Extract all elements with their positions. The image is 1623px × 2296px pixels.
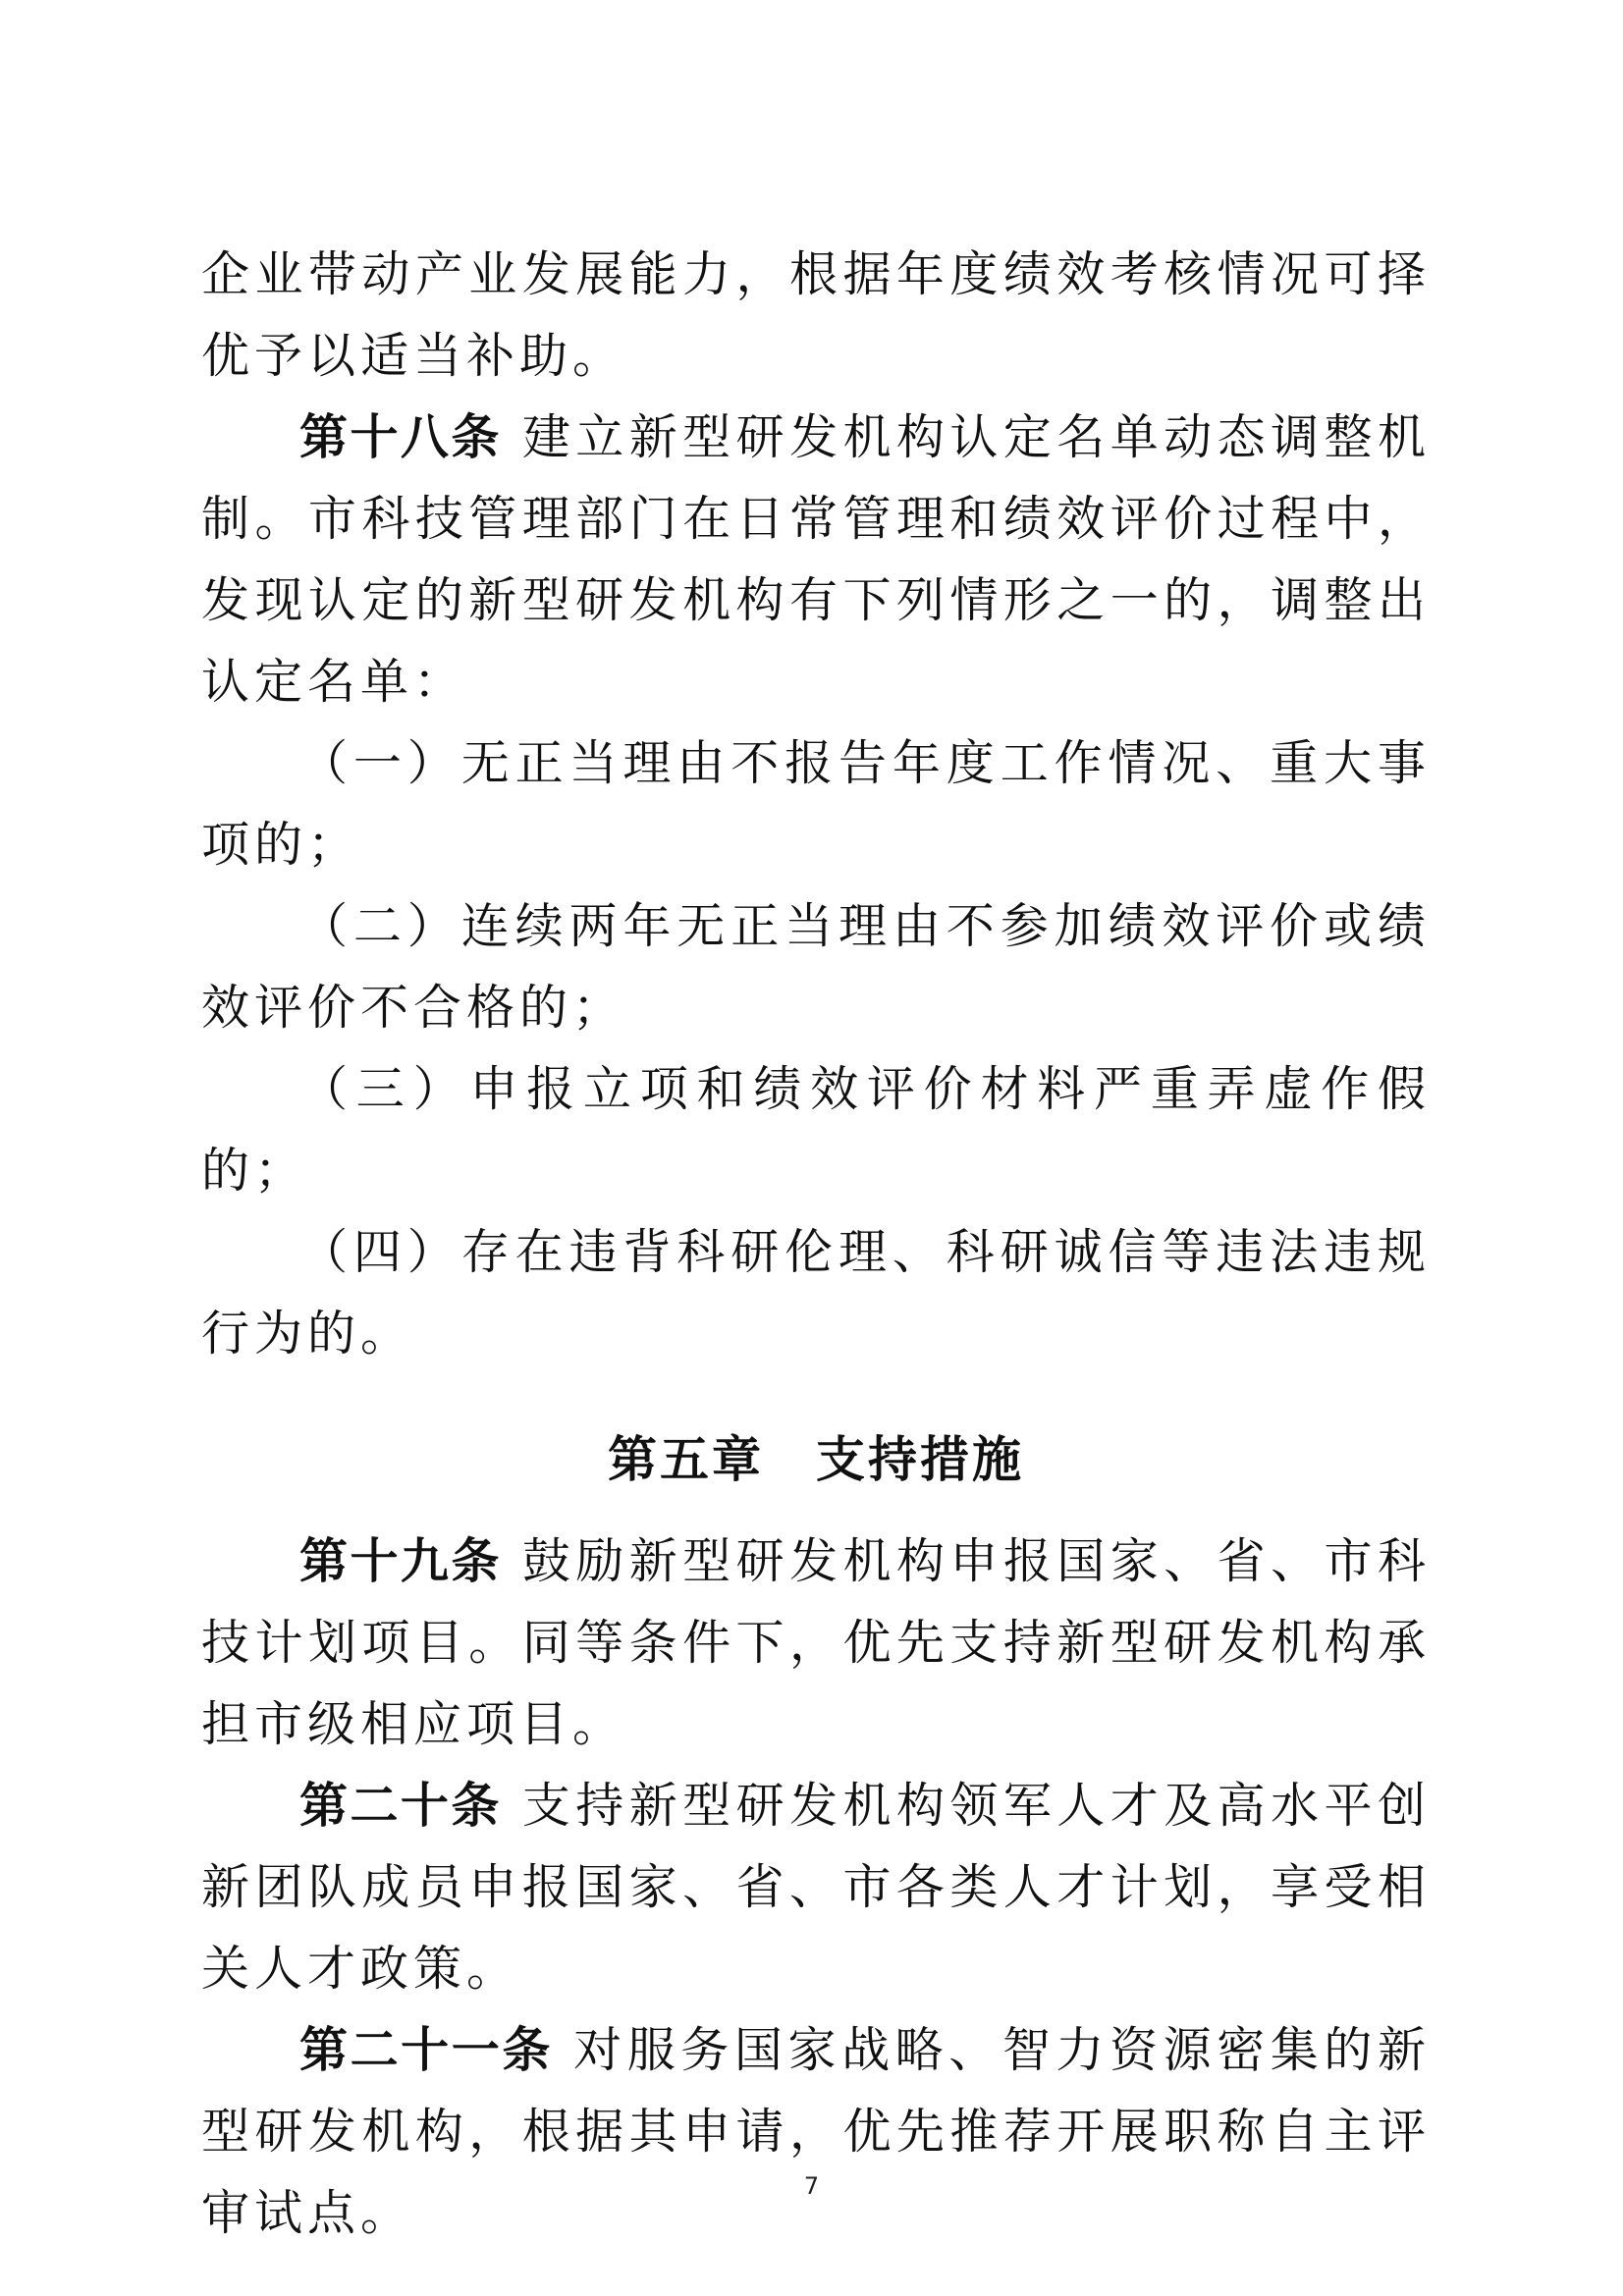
article-20-heading: 第二十条 (299, 1778, 502, 1834)
paragraph-continuation: 企业带动产业发展能力，根据年度绩效考核情况可择优予以适当补助。 (201, 246, 1431, 384)
list-item-2: （二）连续两年无正当理由不参加绩效评价或绩效评价不合格的； (201, 898, 1431, 1036)
list-item-1: （一）无正当理由不报告年度工作情况、重大事项的； (201, 735, 1431, 873)
list-item-3: （三）申报立项和绩效评价材料严重弄虚作假的； (201, 1061, 1431, 1199)
article-19 (201, 1521, 1431, 1765)
article-20-body: 支持新型研发机构领军人才及高水平创新团队成员申报国家、省、市各类人才计划，享受相关人才政策。 (201, 1778, 1431, 1997)
article-18-heading: 第十八条 (299, 409, 502, 465)
page-body (201, 234, 1431, 2254)
article-19-body: 鼓励新型研发机构申报国家、省、市科技计划项目。同等条件下，优先支持新型研发机构承担市级相应项目。 (201, 1533, 1431, 1752)
article-21 (201, 2009, 1431, 2254)
chapter-title: 第五章 支持措施 (608, 1431, 1024, 1488)
list-item-4: （四）存在违背科研伦理、科研诚信等违法违规行为的。 (201, 1224, 1431, 1362)
article-18 (201, 397, 1431, 722)
article-21-heading: 第二十一条 (299, 2022, 553, 2078)
article-19-heading: 第十九条 (299, 1533, 502, 1589)
article-21-body: 对服务国家战略、智力资源密集的新型研发机构，根据其申请，优先推荐开展职称自主评审试点。 (201, 2022, 1431, 2241)
article-20 (201, 1765, 1431, 2009)
page-number: 7 (803, 2172, 820, 2200)
article-18-body: 建立新型研发机构认定名单动态调整机制。市科技管理部门在日常管理和绩效评价过程中，发现认定的新型研发机构有下列情形之一的，调整出认定名单： (201, 409, 1431, 710)
